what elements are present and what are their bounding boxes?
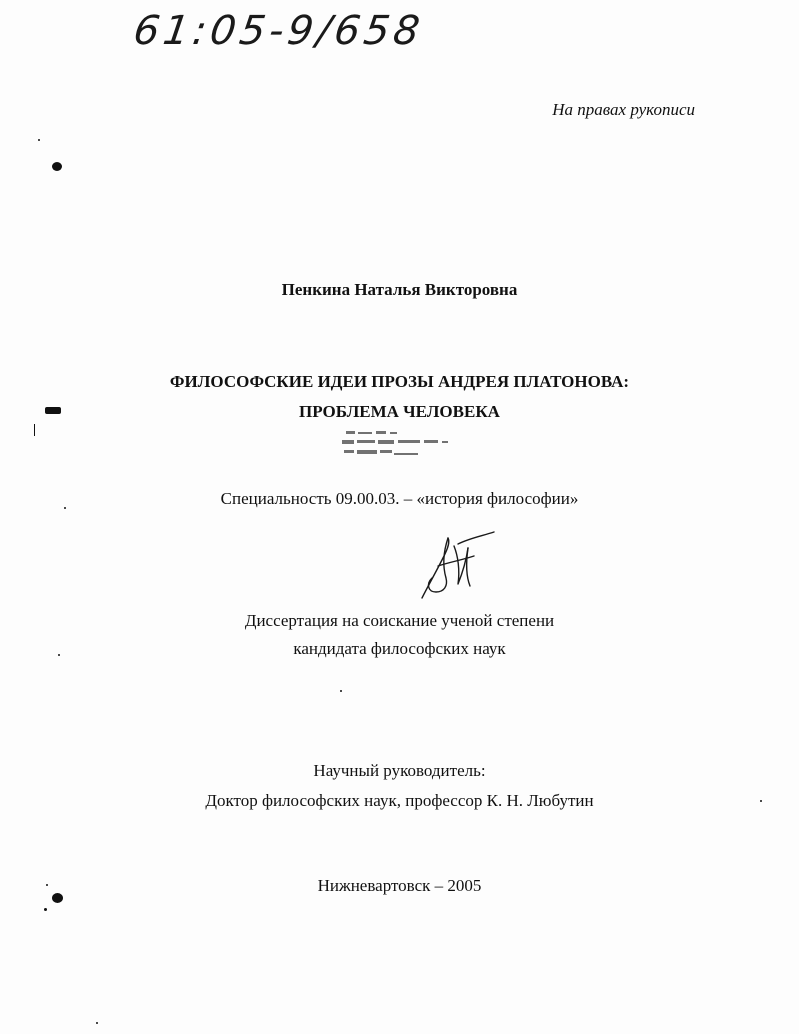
scan-speck — [38, 139, 40, 141]
signature-mark — [414, 526, 498, 600]
degree-statement — [0, 607, 799, 663]
scan-speck — [64, 507, 66, 509]
dissertation-title — [0, 367, 799, 427]
scan-speck — [340, 690, 342, 692]
supervisor-block — [0, 756, 799, 816]
scan-speck — [34, 424, 35, 436]
scan-speck — [44, 908, 47, 911]
supervisor-label: Научный руководитель: — [313, 761, 486, 780]
degree-line-2: кандидата философских наук — [293, 639, 506, 658]
scan-speck — [45, 407, 61, 414]
author-name: Пенкина Наталья Викторовна — [281, 280, 518, 299]
scan-speck — [46, 884, 48, 886]
title-line-1: ФИЛОСОФСКИЕ ИДЕИ ПРОЗЫ АНДРЕЯ ПЛАТОНОВА: — [169, 372, 630, 391]
title-line-2: ПРОБЛЕМА ЧЕЛОВЕКА — [299, 402, 500, 421]
rights-note: На правах рукописи — [552, 100, 695, 119]
place-and-year: Нижневартовск – 2005 — [317, 876, 482, 895]
library-stamp-mark — [342, 428, 454, 458]
catalog-code: 61:05-9/658 — [130, 8, 427, 54]
supervisor-name: Доктор философских наук, профессор К. Н. Любутин — [205, 791, 594, 810]
scan-speck — [760, 800, 762, 802]
scan-speck — [52, 162, 62, 171]
degree-line-1: Диссертация на соискание ученой степени — [244, 611, 555, 630]
specialty-line: Специальность 09.00.03. – «история философии» — [220, 489, 579, 508]
scan-speck — [96, 1022, 98, 1024]
scan-speck — [58, 654, 60, 656]
scan-speck — [52, 893, 63, 903]
